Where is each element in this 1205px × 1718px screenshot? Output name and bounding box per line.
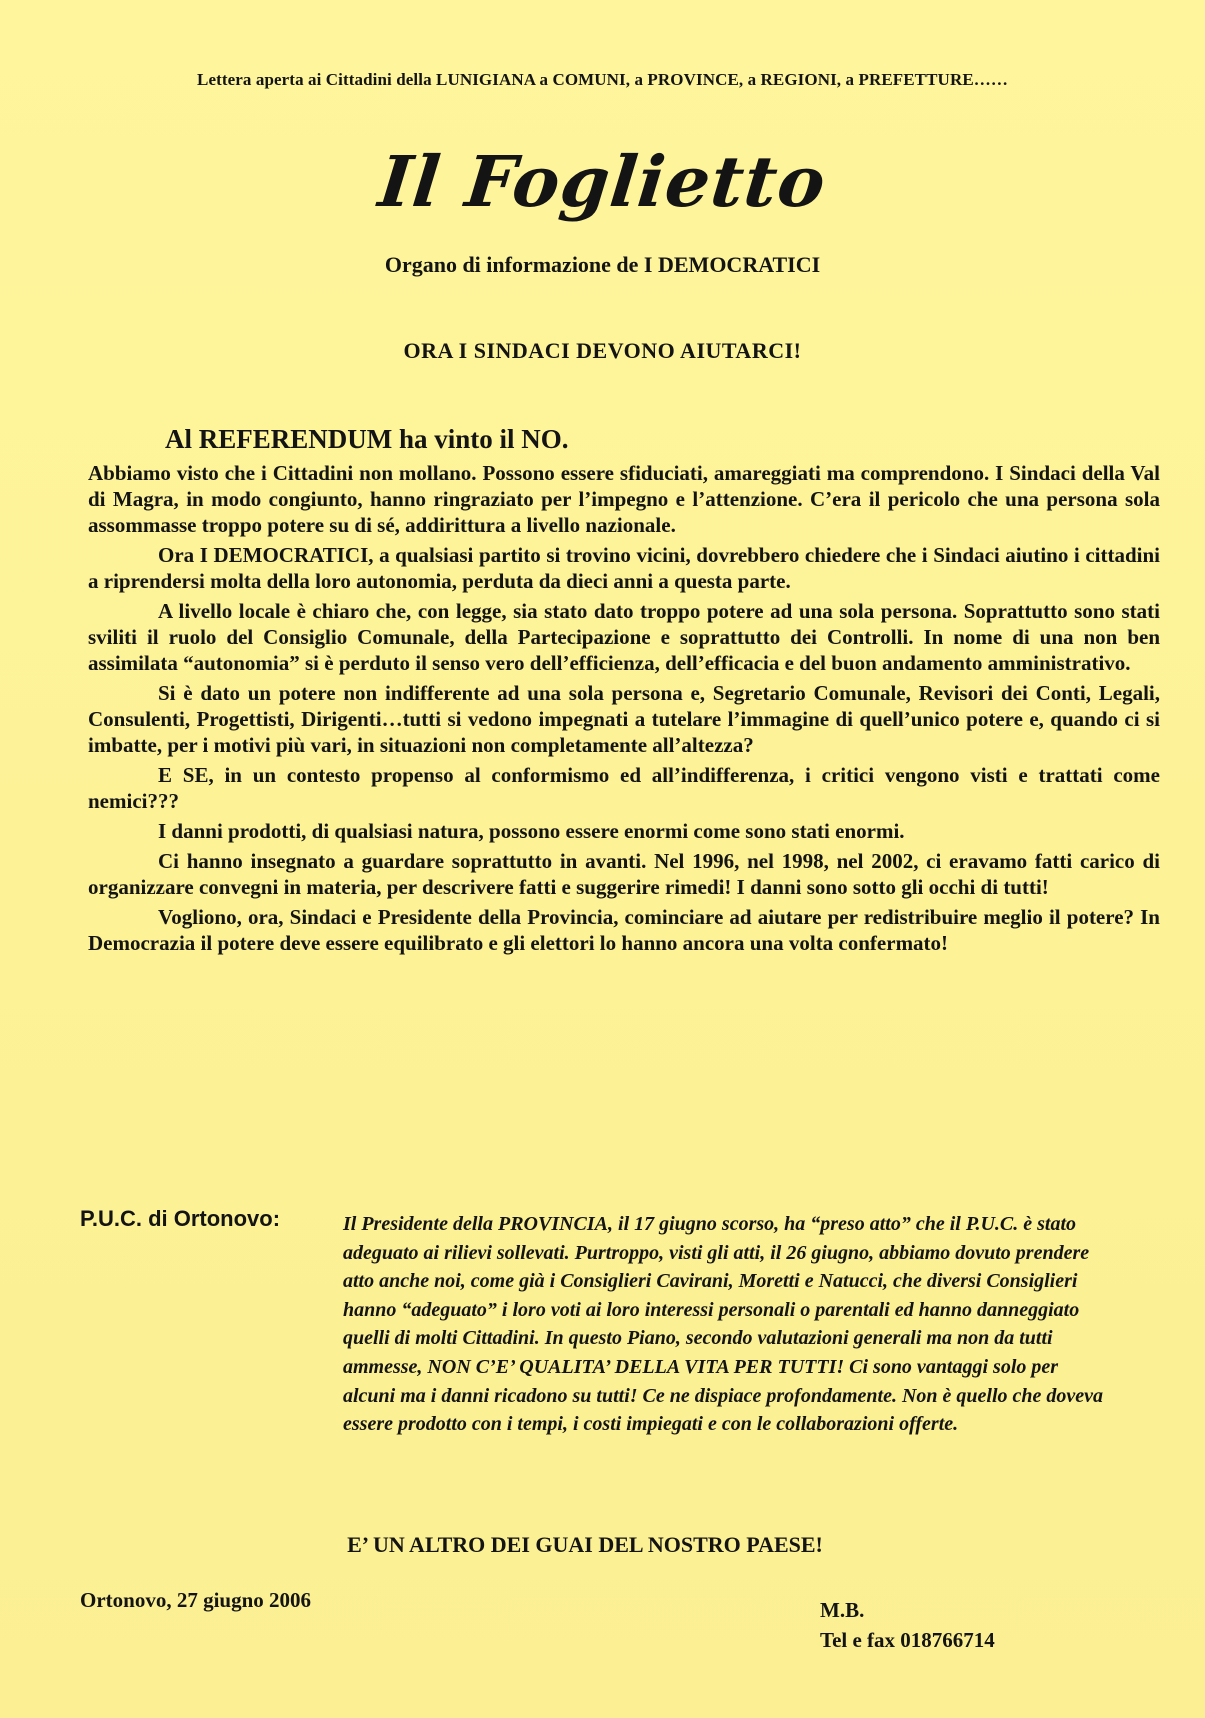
article-subhead: Al REFERENDUM ha vinto il NO.: [165, 424, 569, 454]
closing-line: E’ UN ALTRO DEI GUAI DEL NOSTRO PAESE!: [347, 1532, 823, 1557]
article-body: [88, 460, 1160, 960]
article-paragraph: Si è dato un potere non indifferente ad una sola persona e, Segretario Comunale, Revisori dei Conti, Legali, Consulenti, Progettisti, Dirigenti…tutti si vedono impegnati a tutelare l’immagine di quell’unico potere e, quando ci si imbatte, per i motivi più vari, in situazioni non completamente all’altezza?: [88, 681, 1160, 757]
puc-text: Il Presidente della PROVINCIA, il 17 giugno scorso, ha “preso atto” che il P.U.C. è stato adeguato ai rilievi sollevati. Purtroppo, visti gli atti, il 26 giugno, abbiamo dovuto prendere atto anche noi, come già i Consiglieri Cavirani, Moretti e Natucci, che diversi Consiglieri hanno “adeguato” i loro voti ai loro interessi personali o parentali ed hanno danneggiato quelli di molti Cittadini. In questo Piano, secondo valutazioni generali ma non da tutti ammesse, NON C’E’ QUALITA’ DELLA VITA PER TUTTI! Ci sono vantaggi solo per alcuni ma i danni ricadono su tutti! Ce ne dispiace profondamente. Non è quello che doveva essere prodotto con i tempi, i costi impiegati e con le collaborazioni offerte.: [343, 1213, 1104, 1436]
place-date: Ortonovo, 27 giugno 2006: [80, 1588, 312, 1612]
article-paragraph: A livello locale è chiaro che, con legge, sia stato dato troppo potere ad una sola persona. Soprattutto sono stati sviliti il ruolo del Consiglio Comunale, della Partecipazione e soprattutto dei Controlli. In nome di una non ben assimilata “autonomia” si è perduto il senso vero dell’efficienza, dell’efficacia e del buon andamento amministrativo.: [88, 599, 1160, 675]
puc-label: P.U.C. di Ortonovo:: [80, 1206, 281, 1231]
headline: ORA I SINDACI DEVONO AIUTARCI!: [403, 338, 802, 363]
article-paragraph: E SE, in un contesto propenso al conformismo ed all’indifferenza, i critici vengono visti e trattati come nemici???: [88, 763, 1160, 813]
open-letter-line: Lettera aperta ai Cittadini della LUNIGIANA a COMUNI, a PROVINCE, a REGIONI, a PREFETTURE……: [197, 70, 1008, 89]
article-paragraph: Vogliono, ora, Sindaci e Presidente della Provincia, cominciare ad aiutare per redistribuire meglio il potere? In Democrazia il potere deve essere equilibrato e gli elettori lo hanno ancora una volta confermato!: [88, 905, 1160, 955]
article-paragraph: Ora I DEMOCRATICI, a qualsiasi partito si trovino vicini, dovrebbero chiedere che i Sindaci aiutino i cittadini a riprendersi molta della loro autonomia, perduta da dieci anni a questa parte.: [88, 543, 1160, 593]
signature-initials: M.B.: [820, 1598, 865, 1622]
article-paragraph: I danni prodotti, di qualsiasi natura, possono essere enormi come sono stati enormi.: [158, 819, 905, 843]
contact-phone: Tel e fax 018766714: [820, 1628, 995, 1652]
article-paragraph: Abbiamo visto che i Cittadini non mollano. Possono essere sfiduciati, amareggiati ma comprendono. I Sindaci della Val di Magra, in modo congiunto, hanno ringraziato per l’impegno e l’attenzione. C’era il pericolo che una persona sola assommasse troppo potere su di sé, addirittura a livello nazionale.: [88, 461, 1160, 537]
organ-subtitle: Organo di informazione de I DEMOCRATICI: [384, 252, 821, 277]
masthead-title: Il Foglietto: [374, 140, 831, 223]
article-paragraph: Ci hanno insegnato a guardare soprattutto in avanti. Nel 1996, nel 1998, nel 2002, ci eravamo fatti carico di organizzare convegni in materia, per descrivere fatti e suggerire rimedi! I danni sono sotto gli occhi di tutti!: [88, 849, 1160, 899]
signature-block: [820, 1595, 995, 1655]
